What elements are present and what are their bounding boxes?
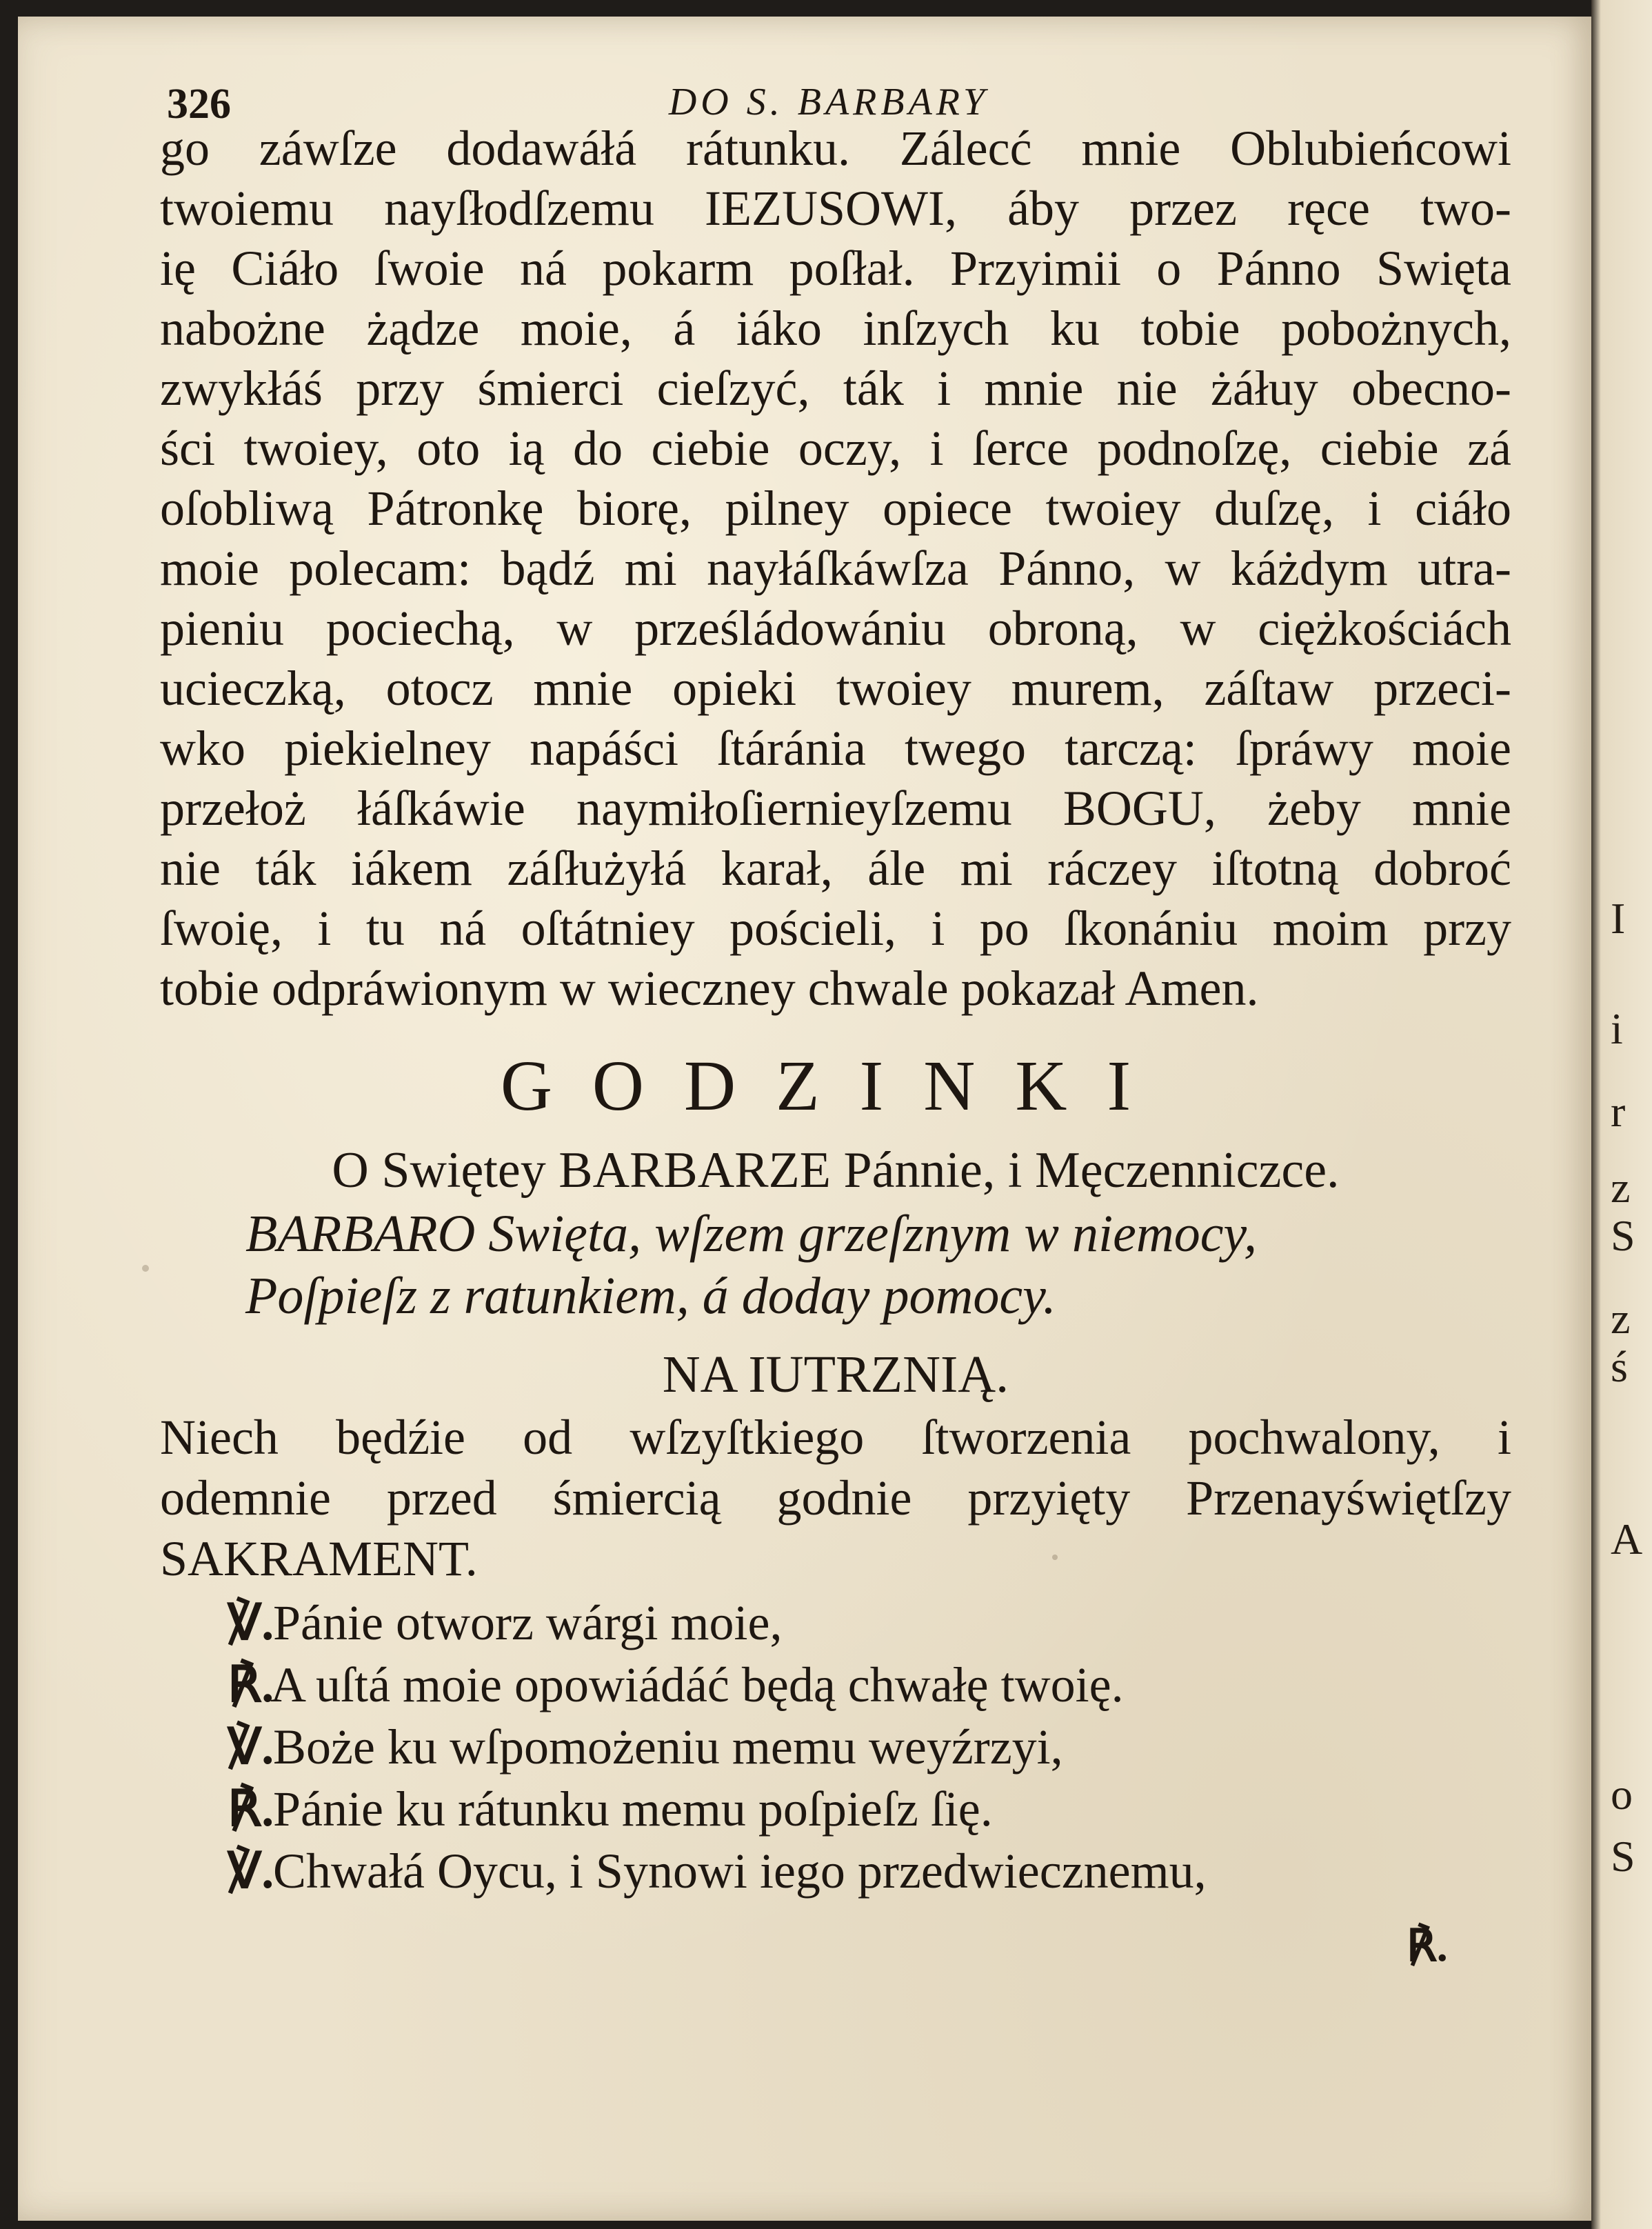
catchword: ℟. [1407,1921,1448,1970]
text-line: twoiemu nayſłodſzemu IEZUSOWI, áby przez ręce two- [160,181,1511,236]
versicle-text: Pánie ku rátunku memu poſpieſz ſię. [273,1781,993,1837]
text-line: Niech będźie od wſzyſtkiego ſtworzenia pochwalony, i [160,1410,1511,1465]
versicle-line [228,1654,1510,1716]
text-line: ſwoię, i tu ná oſtátniey pościeli, i po ſkonániu moim przy [160,901,1511,956]
text-line: oſobliwą Pátronkę biorę, pilney opiece twoiey duſzę, i ciáło [160,481,1511,536]
versicle-text: Boże ku wſpomożeniu memu weyźrzyi, [273,1719,1063,1775]
versicle-line [228,1716,1510,1778]
response-mark: ℟. [228,1781,274,1837]
text-line: moie polecam: bądź mi nayłáſkáwſza Pánno, w káżdym utra- [160,541,1511,596]
text-line: zwykłáś przy śmierci cieſzyć, ták i mnie nie żáłuy obecno- [160,361,1511,416]
facing-page-glyph: r [1611,1087,1626,1136]
facing-page-glyph: S [1611,1832,1635,1881]
facing-page-glyph: A [1611,1515,1643,1563]
versicle-text: Pánie otworz wárgi moie, [273,1595,783,1650]
response-mark: ℟. [228,1657,274,1712]
facing-page-glyph: ś [1611,1342,1628,1391]
text-line: przełoż łáſkáwie naymiłoſiernieyſzemu BOGU, żeby mnie [160,781,1511,836]
facing-page-glyph: S [1611,1211,1635,1260]
facing-page-glyph: o [1611,1770,1633,1819]
running-head: DO S. BARBARY [668,81,989,123]
versicle-line [228,1778,1510,1840]
hour-heading: NA IUTRZNIĄ. [662,1346,1009,1403]
versicle-mark: ℣. [228,1843,274,1899]
text-line: ucieczką, otocz mnie opieki twoiey murem, záſtaw przeci- [160,661,1511,716]
versicle-list [228,1592,1510,1902]
text-line: ści twoiey, oto ią do ciebie oczy, i ſerce podnoſzę, ciebie zá [160,421,1511,476]
text-line: odemnie przed śmiercią godnie przyięty Przenayświętſzy [160,1470,1511,1526]
text-line: go záwſze dodawáłá rátunku. Zálecć mnie Oblubieńcowi [160,121,1511,176]
facing-page-glyph: I [1611,894,1626,943]
text-line: nabożne żądze moie, á iáko inſzych ku tobie pobożnych, [160,301,1511,356]
versicle-mark: ℣. [228,1595,274,1650]
versicle-line [228,1840,1510,1902]
versicle-mark: ℣. [228,1719,274,1775]
versicle-text: A uſtá moie opowiádáć będą chwałę twoię. [270,1657,1124,1712]
section-subtitle: O Swiętey BARBARZE Pánnie, i Męczenniczce. [332,1142,1340,1199]
versicle-text: Chwałá Oycu, i Synowi iego przedwiecznemu, [273,1843,1207,1899]
text-line: pieniu pociechą, w prześládowániu obroną, w ciężkościách [160,601,1511,656]
opening-paragraph [160,1407,1511,1589]
facing-page-glyph: i [1611,1004,1623,1053]
text-line: tobie odpráwionym w wieczney chwale pokazał Amen. [160,961,1259,1016]
facing-page-glyph: z [1611,1294,1631,1343]
prayer-text [160,119,1511,1019]
section-title: GODZINKI [500,1046,1171,1126]
page-number: 326 [167,81,231,128]
verse-line: BARBARO Swięta, wſzem grzeſznym w niemocy, [245,1205,1257,1263]
text-line: wko piekielney napáści ſtáránia twego tarczą: ſpráwy moie [160,721,1511,776]
verse-line: Poſpieſz z ratunkiem, á doday pomocy. [245,1267,1056,1325]
text-line: SAKRAMENT. [160,1531,478,1586]
text-line: nie ták iákem záſłużyłá karał, ále mi ráczey iſtotną dobroć [160,841,1511,896]
text-line: ię Ciáło ſwoie ná pokarm poſłał. Przyimii o Pánno Swięta [160,241,1511,296]
facing-page-glyph: z [1611,1163,1631,1212]
versicle-line [228,1592,1510,1654]
